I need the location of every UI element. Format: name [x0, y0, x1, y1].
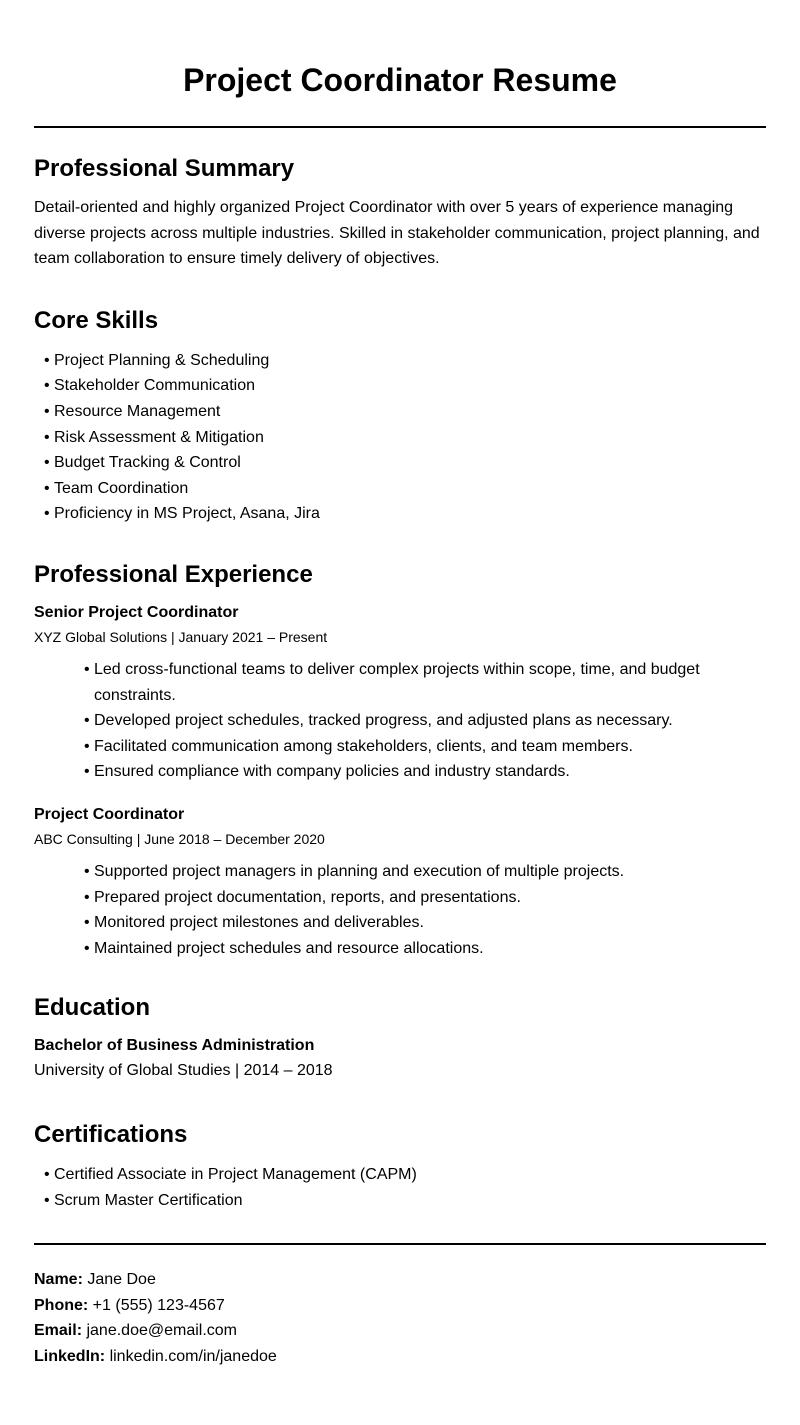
job-entry	[34, 805, 766, 961]
contact-linkedin-value: linkedin.com/in/janedoe	[109, 1347, 277, 1365]
job-entry	[34, 603, 766, 785]
certification-item: • Certified Associate in Project Management (CAPM)	[44, 1162, 766, 1188]
job-bullet: • Supported project managers in planning and execution of multiple projects.	[84, 859, 704, 885]
skill-item: • Budget Tracking & Control	[44, 450, 766, 476]
skills-heading: Core Skills	[34, 306, 159, 334]
contact-divider	[34, 1243, 766, 1245]
job-bullet: • Prepared project documentation, reports, and presentations.	[84, 885, 704, 911]
title-divider	[34, 126, 766, 128]
certifications-list	[34, 1162, 766, 1213]
skill-item: • Stakeholder Communication	[44, 373, 766, 399]
contact-email	[34, 1318, 766, 1343]
job-bullets	[34, 657, 766, 785]
job-bullet: • Ensured compliance with company policies and industry standards.	[84, 759, 704, 785]
education-school: University of Global Studies | 2014 – 2018	[34, 1062, 333, 1080]
job-bullet: • Led cross-functional teams to deliver complex projects within scope, time, and budget constraints.	[84, 657, 704, 708]
skill-item: • Risk Assessment & Mitigation	[44, 425, 766, 451]
education-degree: Bachelor of Business Administration	[34, 1037, 315, 1055]
job-meta: ABC Consulting | June 2018 – December 2020	[34, 830, 325, 847]
contact-block	[34, 1267, 766, 1369]
summary-text: Detail-oriented and highly organized Project Coordinator with over 5 years of experience managing diverse projects across multiple industries. Skilled in stakeholder communication, project planning, and team collaboration to ensure timely delivery of objectives.	[34, 199, 760, 268]
job-bullet: • Facilitated communication among stakeholders, clients, and team members.	[84, 734, 704, 760]
contact-linkedin	[34, 1344, 766, 1369]
certifications-heading: Certifications	[34, 1121, 188, 1149]
job-meta: XYZ Global Solutions | January 2021 – Present	[34, 628, 328, 645]
job-bullet: • Maintained project schedules and resource allocations.	[84, 936, 704, 962]
job-title: Project Coordinator	[34, 805, 185, 823]
skill-item: • Project Planning & Scheduling	[44, 348, 766, 374]
skills-list	[34, 348, 766, 527]
contact-name-value: Jane Doe	[87, 1271, 156, 1289]
experience-heading: Professional Experience	[34, 560, 313, 588]
page-title: Project Coordinator Resume	[183, 62, 617, 98]
contact-email-label: Email:	[34, 1322, 83, 1340]
education-heading: Education	[34, 994, 151, 1022]
certification-item: • Scrum Master Certification	[44, 1188, 766, 1214]
skill-item: • Resource Management	[44, 399, 766, 425]
contact-phone-label: Phone:	[34, 1296, 89, 1314]
skill-item: • Team Coordination	[44, 476, 766, 502]
job-bullet: • Developed project schedules, tracked progress, and adjusted plans as necessary.	[84, 708, 704, 734]
contact-name	[34, 1267, 766, 1292]
job-bullet: • Monitored project milestones and deliverables.	[84, 910, 704, 936]
summary-heading: Professional Summary	[34, 155, 295, 182]
skill-item: • Proficiency in MS Project, Asana, Jira	[44, 501, 766, 527]
contact-phone-value: +1 (555) 123-4567	[92, 1296, 225, 1314]
contact-phone	[34, 1293, 766, 1318]
job-title: Senior Project Coordinator	[34, 603, 239, 621]
contact-email-value: jane.doe@email.com	[86, 1322, 238, 1340]
contact-name-label: Name:	[34, 1271, 83, 1289]
contact-linkedin-label: LinkedIn:	[34, 1347, 106, 1365]
job-bullets	[34, 859, 766, 961]
